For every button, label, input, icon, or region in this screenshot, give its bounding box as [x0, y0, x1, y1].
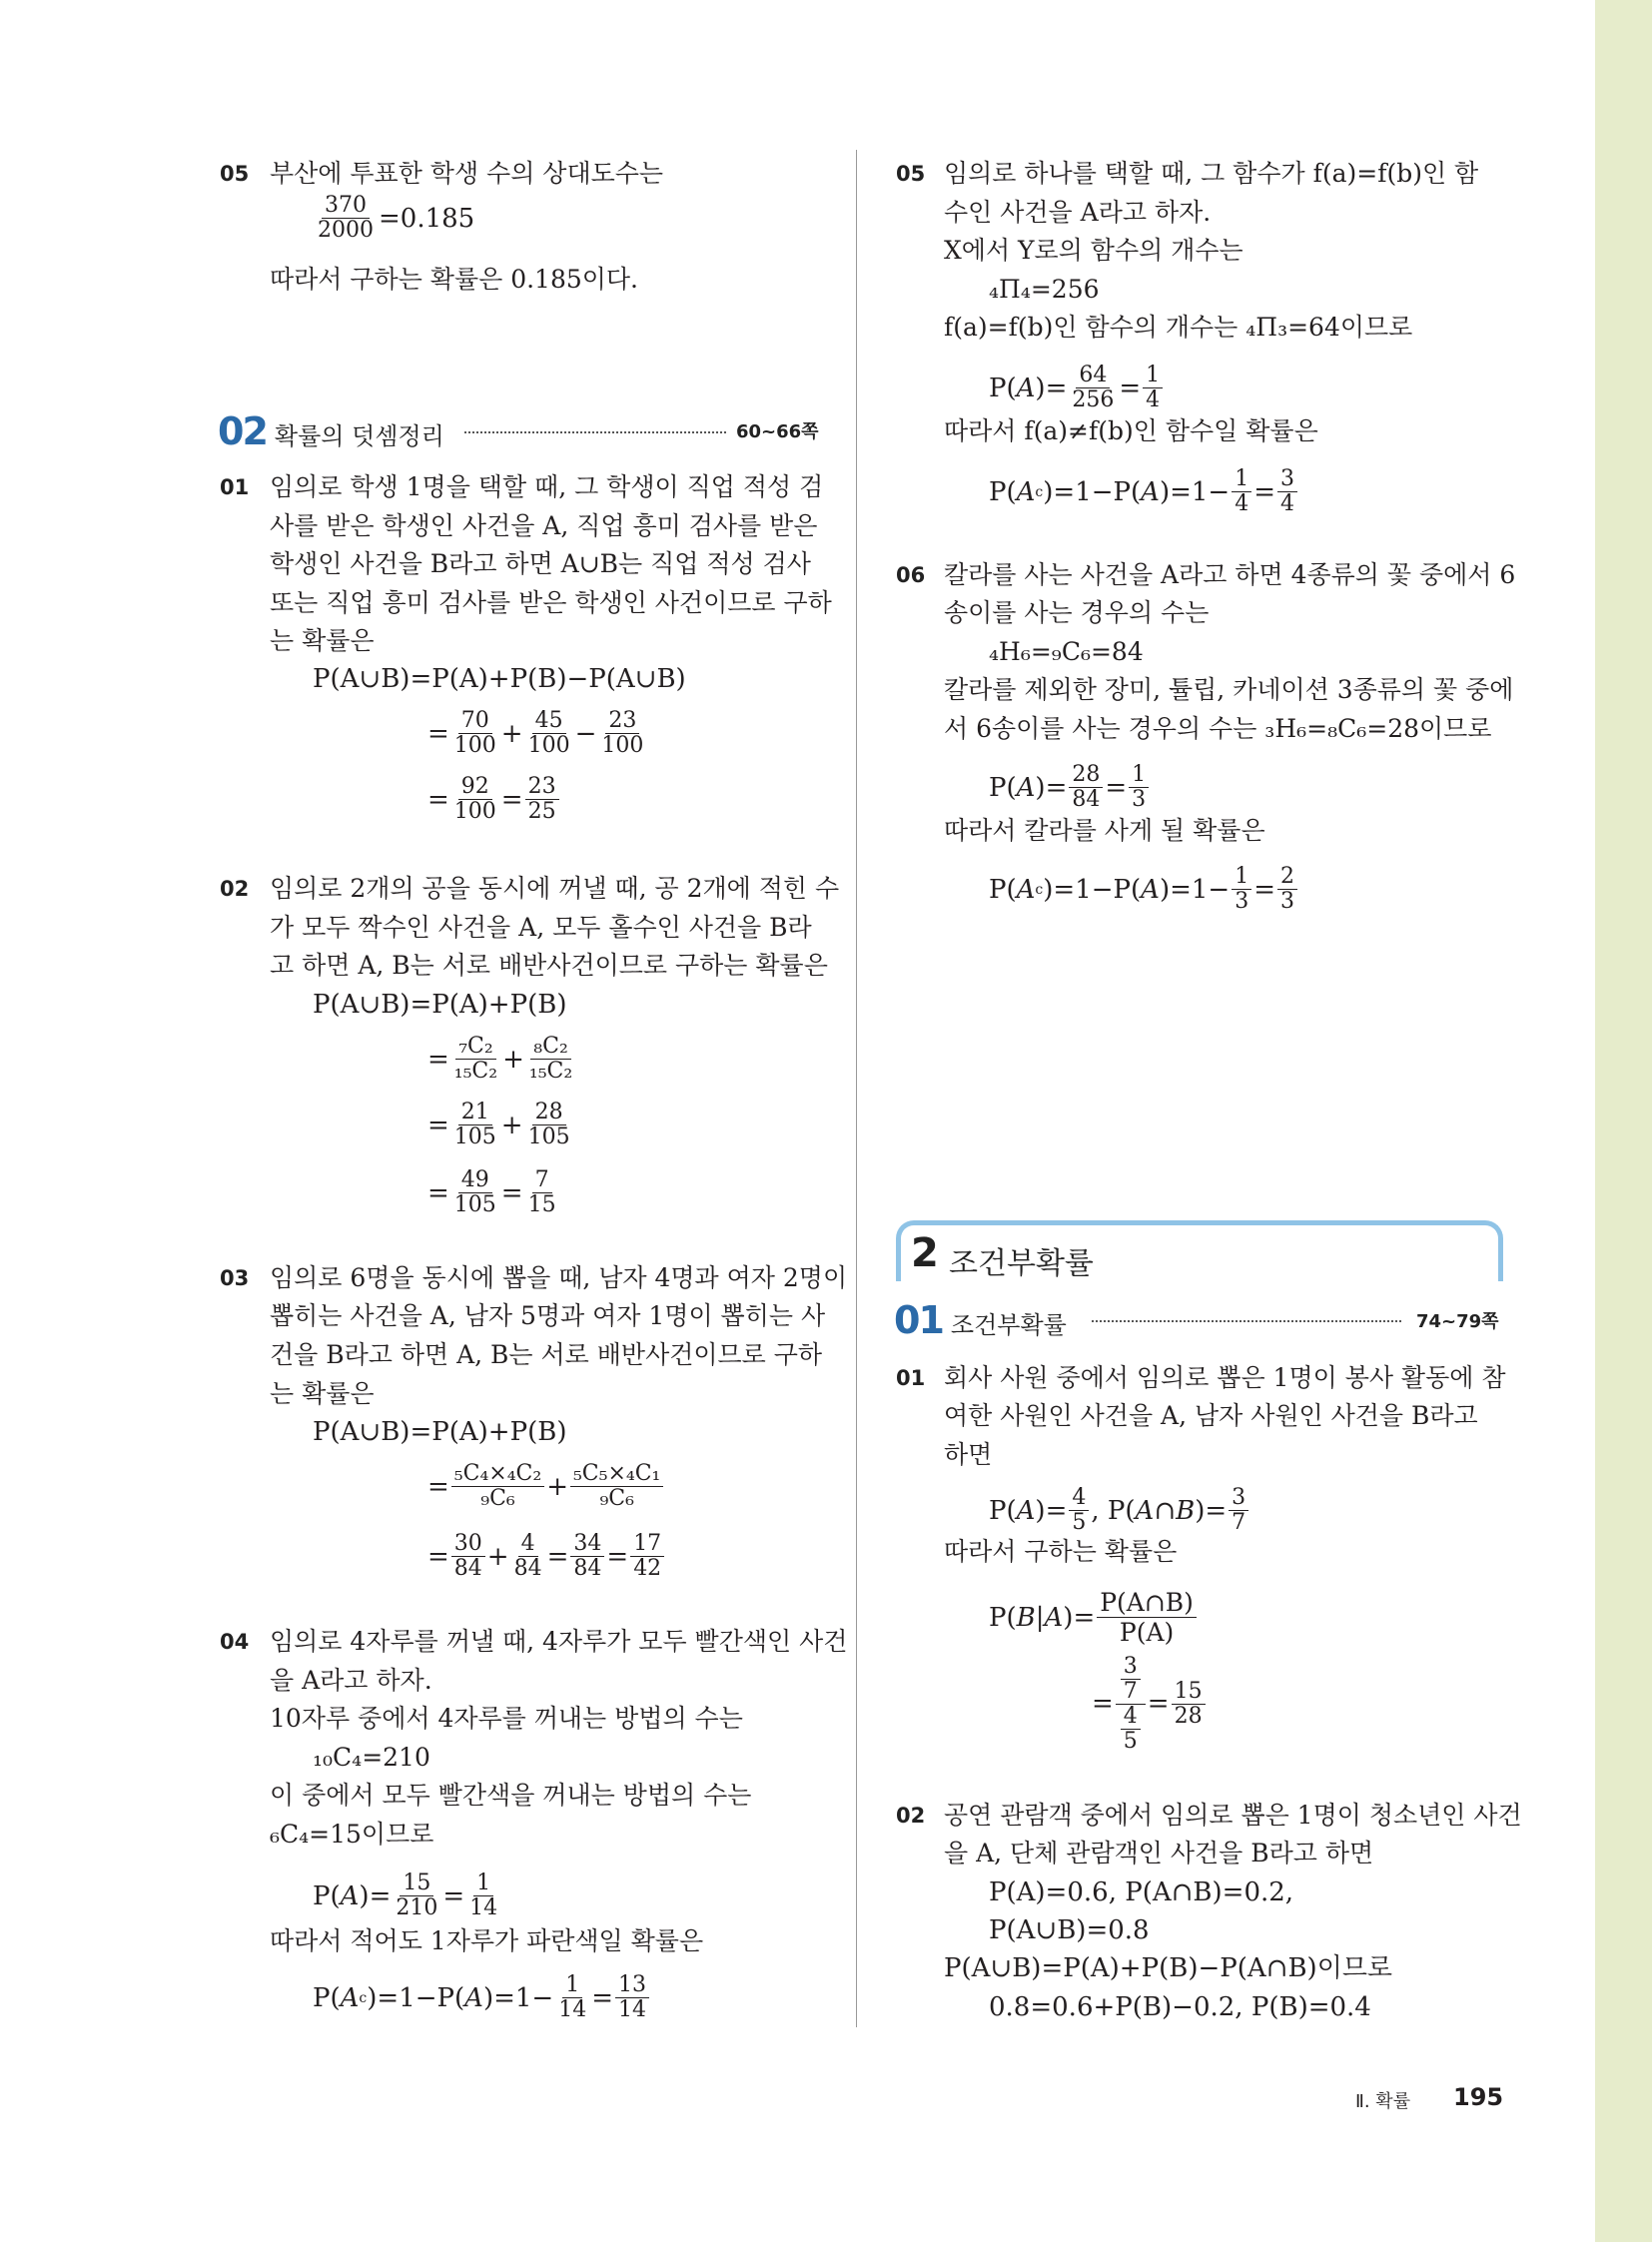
text-line: ₄Π₄=256	[989, 275, 1100, 304]
text-line: 칼라를 제외한 장미, 튤립, 카네이션 3종류의 꽃 중에	[944, 675, 1514, 704]
footer-chapter: Ⅱ. 확률	[1355, 2091, 1411, 2112]
problem-number: 01	[220, 475, 250, 499]
equation: = $\frac{92}{100}$ = $\frac{23}{25}$	[427, 775, 561, 824]
problem-number: 01	[896, 1366, 926, 1390]
equation: P(A∪B)=P(A)+P(B)−P(A∩B)이므로	[944, 1953, 1393, 1983]
text-line: 가 모두 짝수인 사건을 A, 모두 홀수인 사건을 B라	[270, 913, 812, 942]
text-line: 을 A, 단체 관람객인 사건을 B라고 하면	[944, 1839, 1374, 1868]
text-line: 건을 B라고 하면 A, B는 서로 배반사건이므로 구하	[270, 1340, 823, 1369]
chapter-title: 조건부확률	[949, 1246, 1094, 1281]
page-range: 60~66쪽	[736, 421, 819, 442]
equation: = $\frac{70}{100}$ + $\frac{45}{100}$ − $\frac{23}{100}$	[427, 708, 644, 758]
text-line: 또는 직업 흥미 검사를 받은 학생인 사건이므로 구하	[270, 588, 832, 617]
problem-number: 04	[220, 1630, 250, 1654]
equation: P(A∪B)=P(A)+P(B)	[313, 1417, 567, 1447]
text-line: 뽑히는 사건을 A, 남자 5명과 여자 1명이 뽑히는 사	[270, 1301, 826, 1330]
column-divider	[856, 150, 857, 2027]
text-line: X에서 Y로의 함수의 개수는	[944, 236, 1243, 265]
text-line: 따라서 칼라를 사게 될 확률은	[944, 816, 1265, 845]
page-range: 74~79쪽	[1416, 1311, 1499, 1332]
section-heading: 02 확률의 덧셈정리	[218, 409, 444, 453]
equation: P( A )= $\frac{15}{210}$ = $\frac{1}{14}$	[313, 1870, 498, 1920]
text-line: 부산에 투표한 학생 수의 상대도수는	[270, 159, 664, 188]
page-number: 195	[1453, 2083, 1504, 2111]
text-line: 을 A라고 하자.	[270, 1666, 432, 1695]
equation: P( A )= $\frac{64}{256}$ = $\frac{1}{4}$	[989, 364, 1165, 412]
equation: = $\frac{\text{₅C₄×₄C₂}}{\text{₉C₆}}$ + $\frac{\text{₅C₅×₄C₁}}{\text{₉C₆}}$	[427, 1462, 665, 1511]
text-line: 임의로 2개의 공을 동시에 꺼낼 때, 공 2개에 적힌 수	[270, 874, 840, 903]
equation: P(A)=0.6, P(A∩B)=0.2,	[989, 1877, 1294, 1907]
chapter-number: 2	[911, 1230, 939, 1276]
text-line: 따라서 f(a)≠f(b)인 함수일 확률은	[944, 416, 1318, 445]
text-line: 여한 사원인 사건을 A, 남자 사원인 사건을 B라고	[944, 1401, 1478, 1430]
text-line: 는 확률은	[270, 626, 375, 655]
equation: P( A c )=1−P( A )=1− $\frac{1}{4}$ = $\frac{3}{4}$	[989, 467, 1299, 516]
problem-number: 05	[220, 162, 250, 186]
text-line: f(a)=f(b)인 함수의 개수는 ₄Π₃=64이므로	[944, 313, 1413, 342]
equation: = $\frac{\text{₇C₂}}{\text{₁₅C₂}}$ + $\frac{\text{₈C₂}}{\text{₁₅C₂}}$	[427, 1034, 573, 1084]
text-line: 하면	[944, 1440, 993, 1469]
text-line: 서 6송이를 사는 경우의 수는 ₃H₆=₈C₆=28이므로	[944, 714, 1492, 743]
text-line: 따라서 적어도 1자루가 파란색일 확률은	[270, 1926, 704, 1955]
text-line: 학생인 사건을 B라고 하면 A∪B는 직업 적성 검사	[270, 549, 811, 578]
text-line: ₆C₄=15이므로	[270, 1820, 434, 1849]
text-line: 공연 관람객 중에서 임의로 뽑은 1명이 청소년인 사건	[944, 1801, 1522, 1830]
equation: = $\frac{21}{105}$ + $\frac{28}{105}$	[427, 1100, 570, 1149]
text-line: 수인 사건을 A라고 하자.	[944, 198, 1212, 227]
equation: P( A c )=1−P( A )=1− $\frac{1}{14}$ = $\frac{13}{14}$	[313, 1973, 651, 2022]
text-line: ₄H₆=₉C₆=84	[989, 637, 1144, 666]
equation: P( A )= $\frac{28}{84}$ = $\frac{1}{3}$	[989, 763, 1151, 812]
text-line: 임의로 하나를 택할 때, 그 함수가 f(a)=f(b)인 함	[944, 159, 1479, 188]
equation: $\frac{370}{2000}$ =0.185	[318, 193, 475, 243]
problem-number: 05	[896, 162, 926, 186]
text-line: 이 중에서 모두 빨간색을 꺼내는 방법의 수는	[270, 1781, 752, 1810]
text-line: 임의로 학생 1명을 택할 때, 그 학생이 직업 적성 검	[270, 472, 824, 501]
equation: P( A c )=1−P( A )=1− $\frac{1}{3}$ = $\frac{2}{3}$	[989, 865, 1299, 914]
problem-number: 02	[896, 1804, 926, 1828]
equation: P( B | A )= $\frac{P(A\cap B)}{P(A)}$	[989, 1588, 1199, 1647]
text-line: 회사 사원 중에서 임의로 뽑은 1명이 봉사 활동에 참	[944, 1363, 1506, 1392]
text-line: 임의로 4자루를 꺼낼 때, 4자루가 모두 빨간색인 사건	[270, 1627, 848, 1656]
equation: P(A∪B)=P(A)+P(B)	[313, 990, 567, 1020]
text-line: 송이를 사는 경우의 수는	[944, 598, 1210, 627]
equation: P(A∪B)=0.8	[989, 1915, 1150, 1945]
equation: P( A )= $\frac{4}{5}$ , P( A ∩ B )= $\frac{3}{7}$	[989, 1486, 1250, 1535]
text-line: 임의로 6명을 동시에 뽑을 때, 남자 4명과 여자 2명이	[270, 1263, 848, 1292]
text-line: 사를 받은 학생인 사건을 A, 직업 흥미 검사를 받은	[270, 511, 818, 540]
equation: = $\frac{30}{84}$ + $\frac{4}{84}$ = $\frac{34}{84}$ = $\frac{17}{42}$	[427, 1532, 666, 1581]
problem-number: 06	[896, 563, 926, 587]
problem-number: 03	[220, 1266, 250, 1290]
equation: P(A∪B)=P(A)+P(B)−P(A∪B)	[313, 664, 686, 694]
text-line: 10자루 중에서 4자루를 꺼내는 방법의 수는	[270, 1704, 743, 1733]
text-line: 는 확률은	[270, 1379, 375, 1408]
section-heading: 01 조건부확률	[894, 1298, 1067, 1342]
dotted-leader	[1092, 1320, 1401, 1322]
problem-number: 02	[220, 877, 250, 901]
text-line: 칼라를 사는 사건을 A라고 하면 4종류의 꽃 중에서 6	[944, 560, 1516, 589]
equation: 0.8=0.6+P(B)−0.2, P(B)=0.4	[989, 1992, 1371, 2022]
dotted-leader	[464, 431, 726, 433]
equation: = $\frac{49}{105}$ = $\frac{7}{15}$	[427, 1167, 556, 1217]
page-edge-tab	[1595, 0, 1652, 2242]
text-line: 따라서 구하는 확률은	[944, 1537, 1178, 1566]
text-line: ₁₀C₄=210	[313, 1743, 430, 1772]
equation: = $\frac{\frac{3}{7}}{\frac{4}{5}}$ = $\frac{15}{28}$	[1092, 1652, 1208, 1756]
text-line: 고 하면 A, B는 서로 배반사건이므로 구하는 확률은	[270, 951, 828, 980]
text-line: 따라서 구하는 확률은 0.185이다.	[270, 265, 639, 294]
